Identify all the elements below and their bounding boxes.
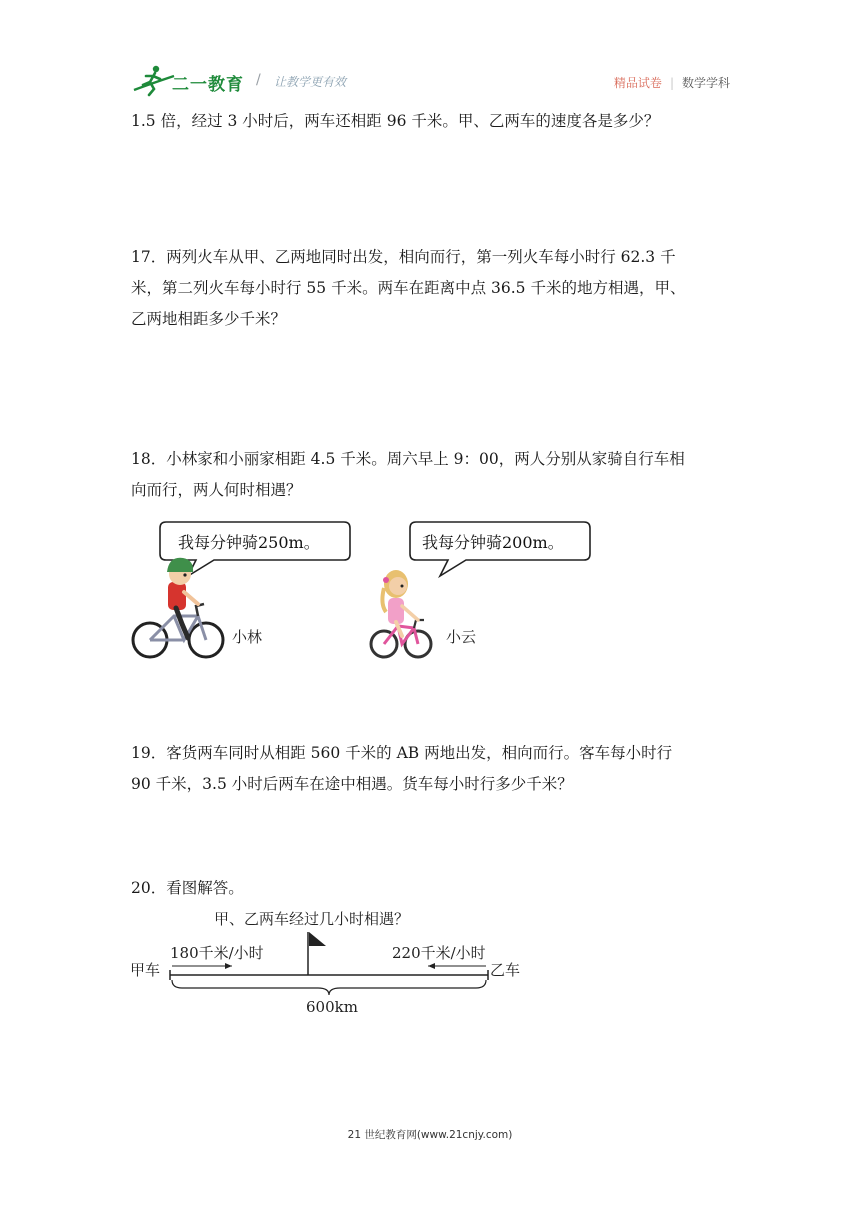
problem-18-line-1: 18．小林家和小丽家相距 4.5 千米。周六早上 9：00，两人分别从家骑自行车相	[131, 450, 685, 468]
problem-19	[131, 738, 729, 800]
header-logo	[130, 64, 550, 98]
left-arrowhead-icon	[428, 963, 435, 969]
fig20-question: 甲、乙两车经过几小时相遇？	[214, 910, 410, 928]
bubble-left-text: 我每分钟骑250m。	[178, 533, 320, 552]
cyclist-left-name: 小林	[232, 628, 263, 646]
fig20-right-car: 乙车	[490, 961, 521, 979]
cyclist-right-name: 小云	[446, 628, 477, 646]
fig20-left-car: 甲车	[130, 961, 161, 979]
meeting-flag-icon	[309, 932, 326, 946]
header-label-quality: 精品试卷	[613, 76, 662, 90]
distance-brace	[172, 980, 486, 995]
header-subject	[614, 74, 730, 91]
header-separator: |	[669, 76, 674, 90]
problem-19-line-1: 19．客货两车同时从相距 560 千米的 AB 两地出发，相向而行。客车每小时行	[131, 744, 673, 762]
problem-17-line-3: 乙两地相距多少千米？	[131, 310, 287, 328]
header-divider: /	[256, 72, 261, 88]
fig20-total-distance: 600km	[306, 998, 358, 1016]
brand-name: 二一教育	[172, 75, 244, 95]
problem-18-figure	[126, 512, 606, 672]
page-footer: 21 世纪教育网(www.21cnjy.com)	[347, 1129, 513, 1141]
header-label-subject: 数学学科	[681, 76, 730, 90]
fig20-right-speed: 220千米/小时	[392, 944, 486, 962]
problem-20: 20．看图解答。	[131, 879, 244, 897]
brand-slogan: 让教学更有效	[274, 75, 347, 89]
girl-cyclist-icon	[371, 570, 431, 657]
problem-16-continuation: 1.5 倍，经过 3 小时后，两车还相距 96 千米。甲、乙两车的速度各是多少？	[131, 112, 660, 130]
fig20-left-speed: 180千米/小时	[170, 944, 264, 962]
problem-20-figure	[126, 900, 546, 1020]
right-arrowhead-icon	[225, 963, 232, 969]
problem-17-line-2: 米，第二列火车每小时行 55 千米。两车在距离中点 36.5 千米的地方相遇，甲、	[131, 279, 686, 297]
bubble-right-text: 我每分钟骑200m。	[422, 533, 564, 552]
problem-18	[131, 444, 729, 506]
problem-18-line-2: 向而行，两人何时相遇？	[131, 481, 302, 499]
problem-19-line-2: 90 千米，3.5 小时后两车在途中相遇。货车每小时行多少千米？	[131, 775, 573, 793]
problem-17-line-1: 17．两列火车从甲、乙两地同时出发，相向而行，第一列火车每小时行 62.3 千	[131, 248, 676, 266]
boy-cyclist-icon	[133, 558, 223, 657]
problem-17	[131, 242, 729, 335]
